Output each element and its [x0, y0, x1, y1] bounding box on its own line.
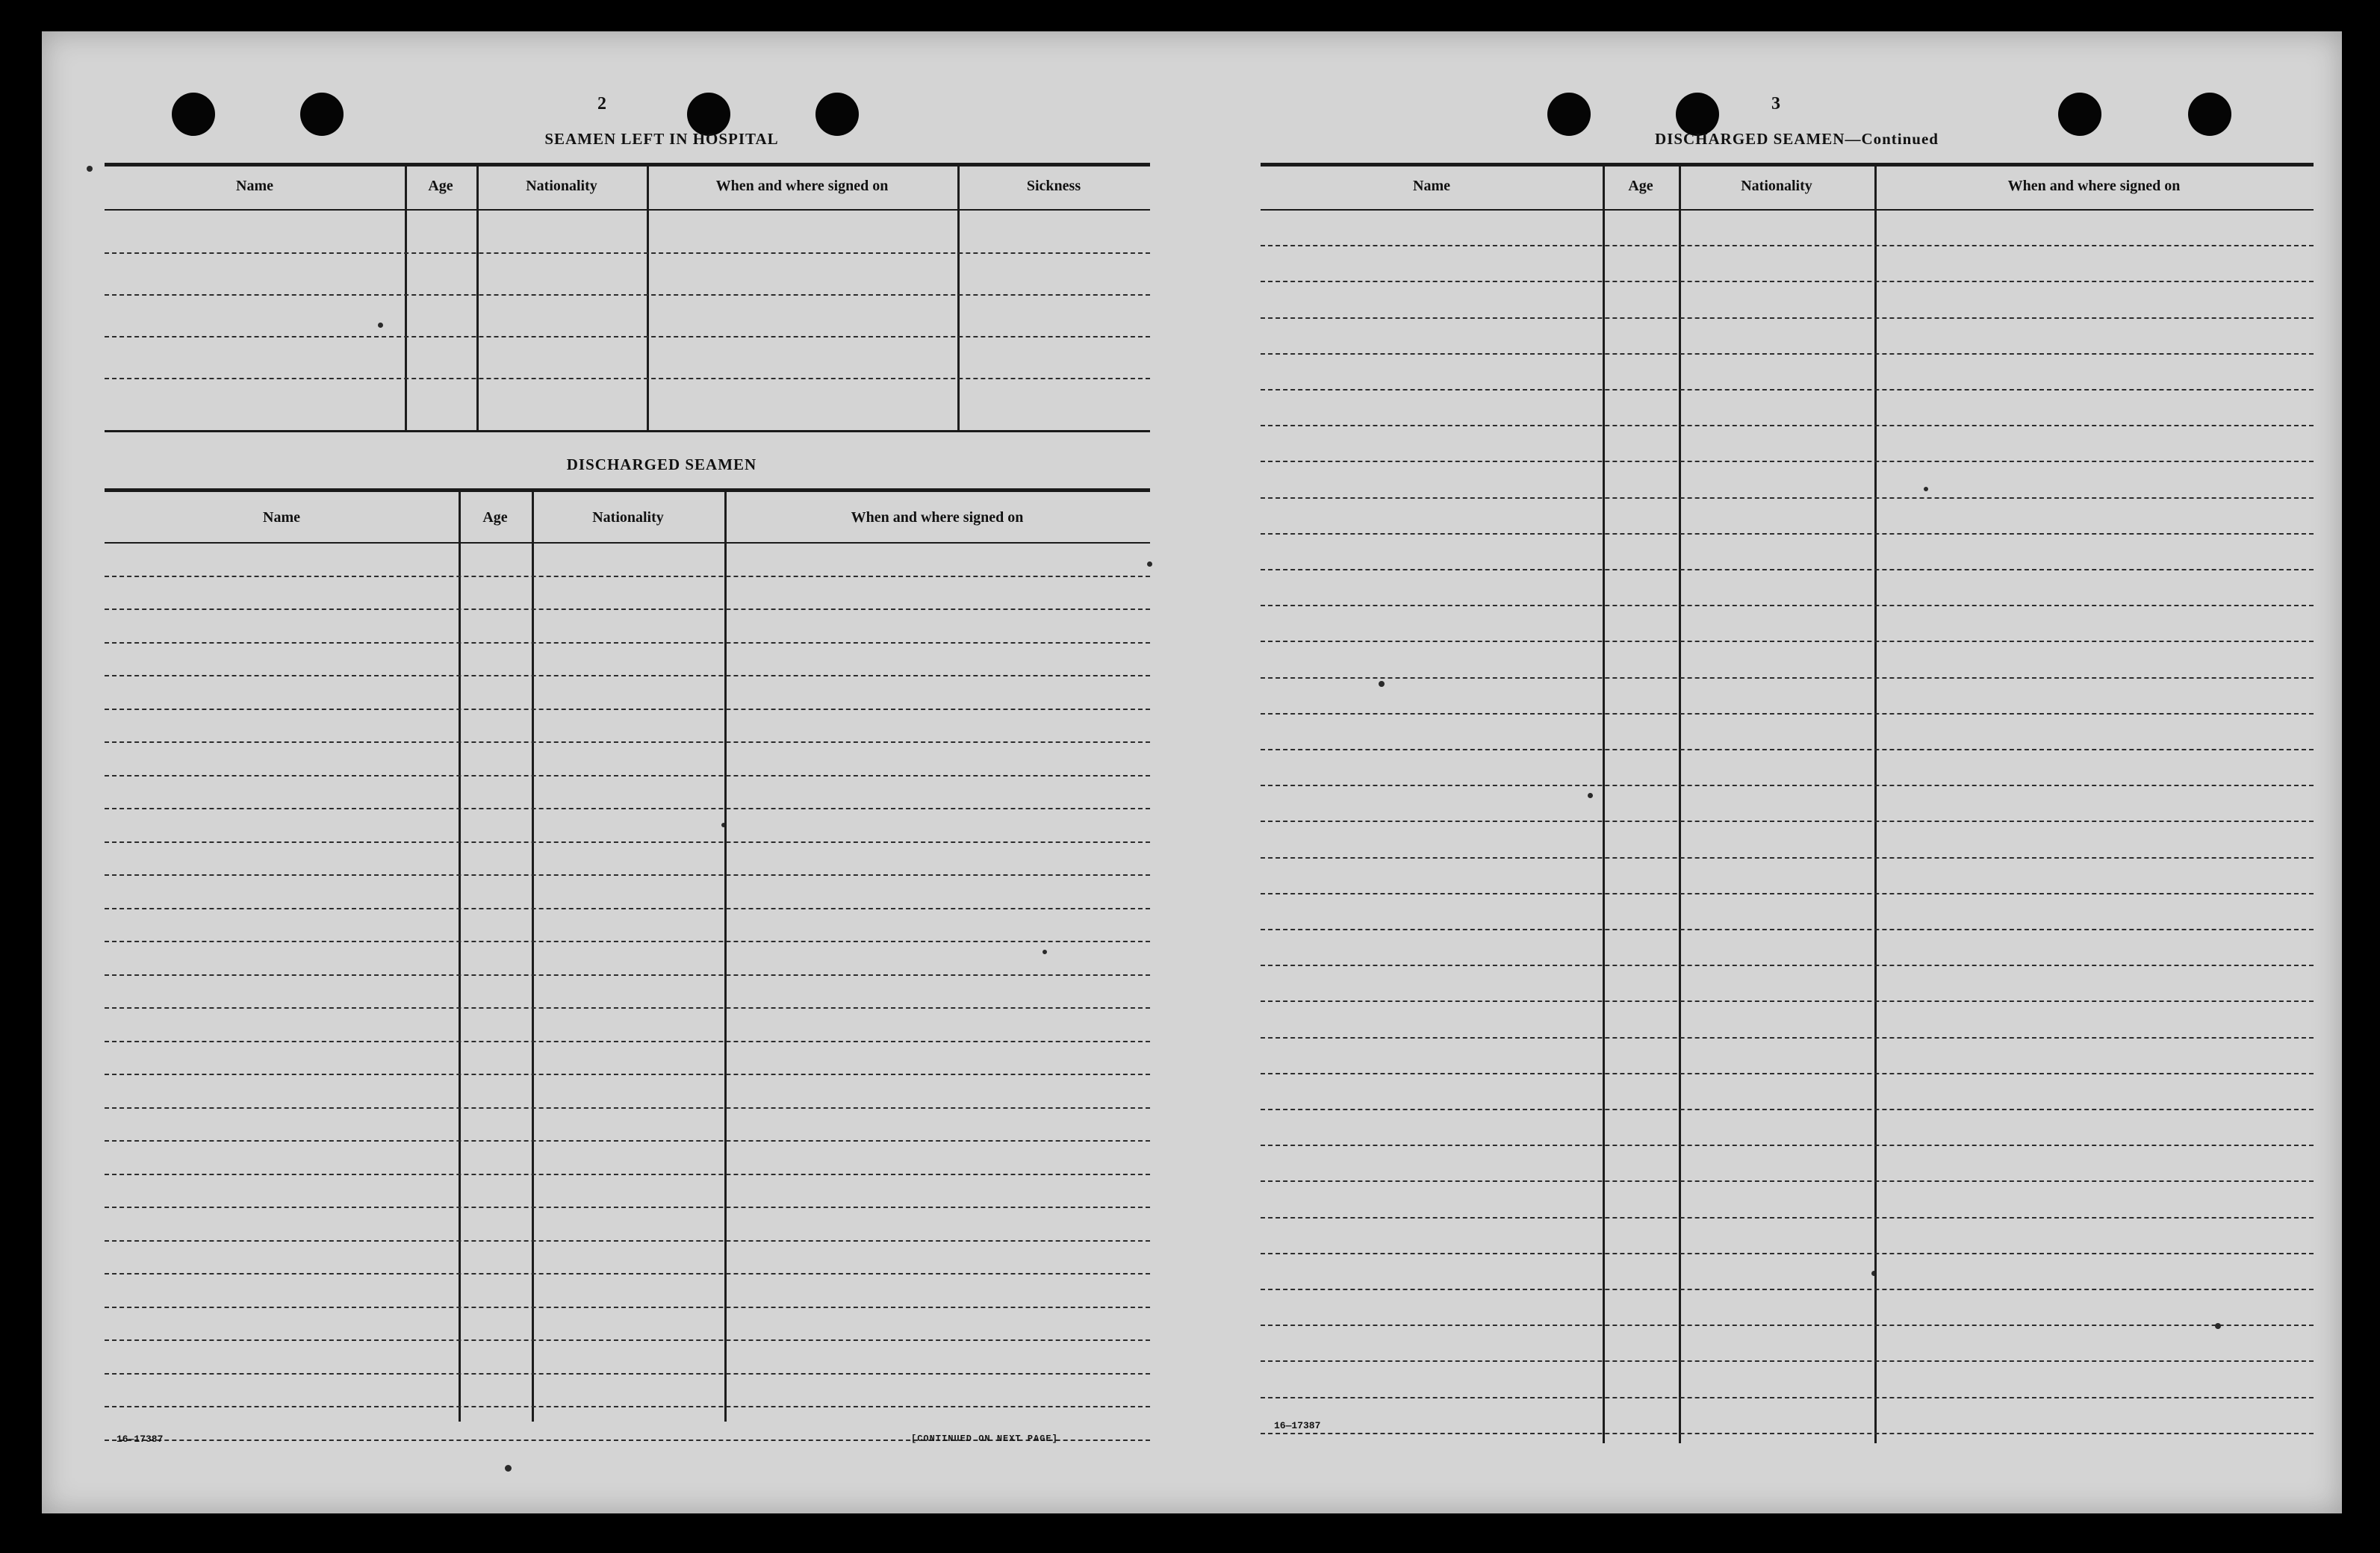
table-row	[1261, 1289, 2314, 1290]
table-row	[105, 378, 1150, 379]
table-row	[105, 874, 1150, 876]
page-number: 2	[597, 94, 606, 113]
table-row	[1261, 1180, 2314, 1182]
table-row	[1261, 569, 2314, 570]
punch-hole	[300, 93, 344, 136]
table-row	[1261, 1145, 2314, 1146]
table-row	[1261, 1253, 2314, 1254]
table-row	[105, 252, 1150, 254]
column-header: When and where signed on	[715, 178, 889, 194]
table-row	[1261, 1217, 2314, 1219]
table-row	[1261, 749, 2314, 750]
table-row	[1261, 1073, 2314, 1074]
table-row	[1261, 1109, 2314, 1110]
discharged-table	[1261, 163, 2314, 1445]
table-row	[1261, 317, 2314, 319]
table-row	[1261, 353, 2314, 355]
table-row	[105, 336, 1150, 337]
table-row	[1261, 1360, 2314, 1362]
table-row	[105, 1207, 1150, 1208]
table-row	[105, 908, 1150, 909]
column-header: Nationality	[526, 178, 597, 194]
table-row	[105, 775, 1150, 776]
section-title: SEAMEN LEFT IN HOSPITAL	[544, 130, 779, 148]
table-row	[105, 1007, 1150, 1009]
table-row	[1261, 1397, 2314, 1398]
table-row	[105, 1373, 1150, 1375]
column-header: When and where signed on	[851, 509, 1024, 526]
table-row	[105, 1074, 1150, 1075]
page-number: 3	[1771, 94, 1780, 113]
table-row	[105, 1174, 1150, 1175]
table-row	[105, 1107, 1150, 1109]
form-number: 16—17387	[116, 1434, 164, 1445]
table-row	[105, 642, 1150, 644]
table-row	[105, 974, 1150, 976]
form-number: 16—17387	[1274, 1420, 1321, 1431]
column-header: Sickness	[1026, 178, 1081, 194]
table-row	[105, 675, 1150, 676]
table-row	[105, 1339, 1150, 1341]
speck	[505, 1465, 512, 1472]
table-row	[105, 1240, 1150, 1242]
table-row	[105, 709, 1150, 710]
table-row	[105, 841, 1150, 843]
table-row	[105, 576, 1150, 577]
table-row	[1261, 461, 2314, 462]
table-row	[105, 941, 1150, 942]
table-row	[1261, 533, 2314, 535]
column-header: When and where signed on	[2007, 178, 2181, 194]
table-row	[105, 808, 1150, 809]
discharged-table	[105, 488, 1150, 1422]
column-header: Name	[1413, 178, 1450, 194]
document-sheet	[42, 31, 2342, 1513]
speck	[87, 166, 93, 172]
table-row	[1261, 245, 2314, 246]
punch-hole	[2188, 93, 2231, 136]
section-title: DISCHARGED SEAMEN	[566, 455, 757, 473]
table-row	[1261, 713, 2314, 715]
column-header: Name	[236, 178, 273, 194]
table-row	[1261, 893, 2314, 894]
table-row	[105, 1041, 1150, 1042]
continued-note: [CONTINUED ON NEXT PAGE]	[911, 1434, 1058, 1444]
table-row	[1261, 857, 2314, 859]
table-row	[1261, 1000, 2314, 1002]
section-title: DISCHARGED SEAMEN—Continued	[1655, 130, 1939, 148]
table-row	[105, 741, 1150, 743]
table-row	[1261, 1037, 2314, 1039]
table-row	[1261, 497, 2314, 499]
table-row	[1261, 821, 2314, 822]
table-row	[1261, 785, 2314, 786]
column-header: Nationality	[592, 509, 664, 526]
table-row	[1261, 929, 2314, 930]
table-row	[1261, 641, 2314, 642]
column-header: Name	[263, 509, 300, 526]
table-row	[1261, 389, 2314, 390]
table-row	[105, 294, 1150, 296]
table-row	[105, 1140, 1150, 1142]
column-header: Age	[482, 509, 508, 526]
hospital-table	[105, 163, 1150, 433]
table-row	[1261, 425, 2314, 426]
table-row	[1261, 677, 2314, 679]
table-row	[1261, 281, 2314, 282]
column-header: Nationality	[1741, 178, 1812, 194]
column-header: Age	[1628, 178, 1653, 194]
table-row	[1261, 965, 2314, 966]
table-row	[105, 1307, 1150, 1308]
column-header: Age	[428, 178, 453, 194]
table-row	[1261, 1433, 2314, 1434]
punch-hole	[172, 93, 215, 136]
table-row	[1261, 1325, 2314, 1326]
table-row	[1261, 605, 2314, 606]
table-row	[105, 1406, 1150, 1407]
table-row	[105, 1273, 1150, 1275]
table-row	[105, 609, 1150, 610]
